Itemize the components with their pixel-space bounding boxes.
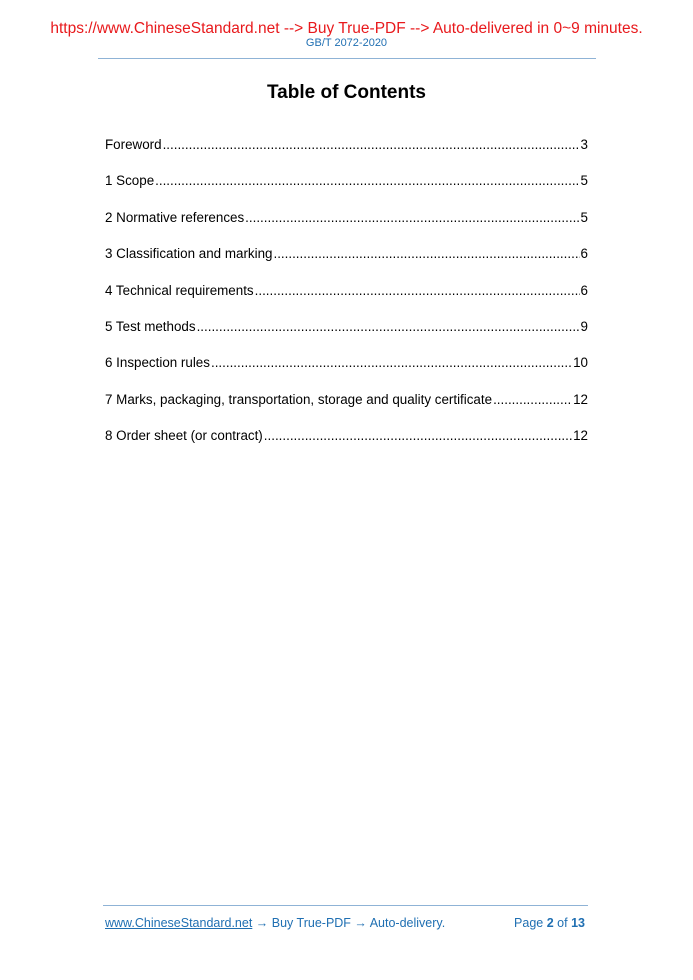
dot-leader: [255, 283, 580, 298]
toc-entry-normative-references[interactable]: [105, 210, 588, 246]
dot-leader: [197, 319, 580, 334]
toc-entry-label: Foreword: [105, 137, 162, 152]
table-of-contents: [105, 137, 588, 465]
dot-leader: [273, 246, 579, 261]
dot-leader: [211, 355, 572, 370]
toc-entry-order-sheet[interactable]: [105, 428, 588, 464]
page-prefix: Page: [514, 916, 544, 930]
page-indicator: [514, 916, 585, 930]
page-of: of: [557, 916, 568, 930]
toc-entry-page: 12: [573, 391, 588, 407]
page-current: 2: [546, 916, 554, 930]
toc-entry-marks-packaging[interactable]: [105, 392, 588, 428]
footer-divider: [103, 905, 588, 906]
toc-entry-scope[interactable]: [105, 173, 588, 209]
toc-entry-label: 4 Technical requirements: [105, 282, 254, 298]
toc-entry-page: 3: [580, 137, 588, 152]
toc-entry-page: 12: [573, 428, 588, 444]
footer-tagline: → Buy True-PDF → Auto-delivery.: [252, 916, 446, 930]
dot-leader: [264, 428, 572, 443]
toc-entry-label: 2 Normative references: [105, 209, 245, 225]
dot-leader: [163, 137, 580, 152]
toc-entry-label: 1 Scope: [105, 173, 155, 189]
toc-entry-page: 6: [580, 282, 588, 298]
toc-entry-classification[interactable]: [105, 246, 588, 282]
toc-entry-label: 3 Classification and marking: [105, 246, 273, 262]
toc-entry-page: 10: [573, 355, 588, 371]
toc-entry-foreword[interactable]: [105, 137, 588, 173]
toc-entry-label: 7 Marks, packaging, transportation, storage and quality certificate: [105, 391, 493, 407]
header-divider: [98, 58, 596, 59]
toc-entry-label: 8 Order sheet (or contract): [105, 428, 263, 444]
dot-leader: [155, 173, 579, 188]
purchase-banner-link[interactable]: https://www.ChineseStandard.net --> Buy True-PDF --> Auto-delivered in 0~9 minutes.: [50, 20, 643, 37]
toc-entry-label: 5 Test methods: [105, 318, 196, 334]
toc-entry-label: 6 Inspection rules: [105, 355, 210, 371]
page-footer: [105, 916, 585, 930]
dot-leader: [493, 392, 572, 407]
toc-entry-test-methods[interactable]: [105, 319, 588, 355]
dot-leader: [245, 210, 579, 225]
toc-entry-inspection-rules[interactable]: [105, 355, 588, 391]
toc-entry-page: 5: [580, 209, 588, 225]
toc-entry-page: 6: [580, 246, 588, 262]
toc-entry-technical-requirements[interactable]: [105, 283, 588, 319]
page-total: 13: [571, 916, 585, 930]
page-title: Table of Contents: [266, 82, 427, 103]
website-link[interactable]: www.ChineseStandard.net: [105, 916, 253, 930]
toc-entry-page: 5: [580, 173, 588, 189]
standard-code: GB/T 2072-2020: [305, 37, 388, 49]
toc-entry-page: 9: [580, 318, 588, 334]
